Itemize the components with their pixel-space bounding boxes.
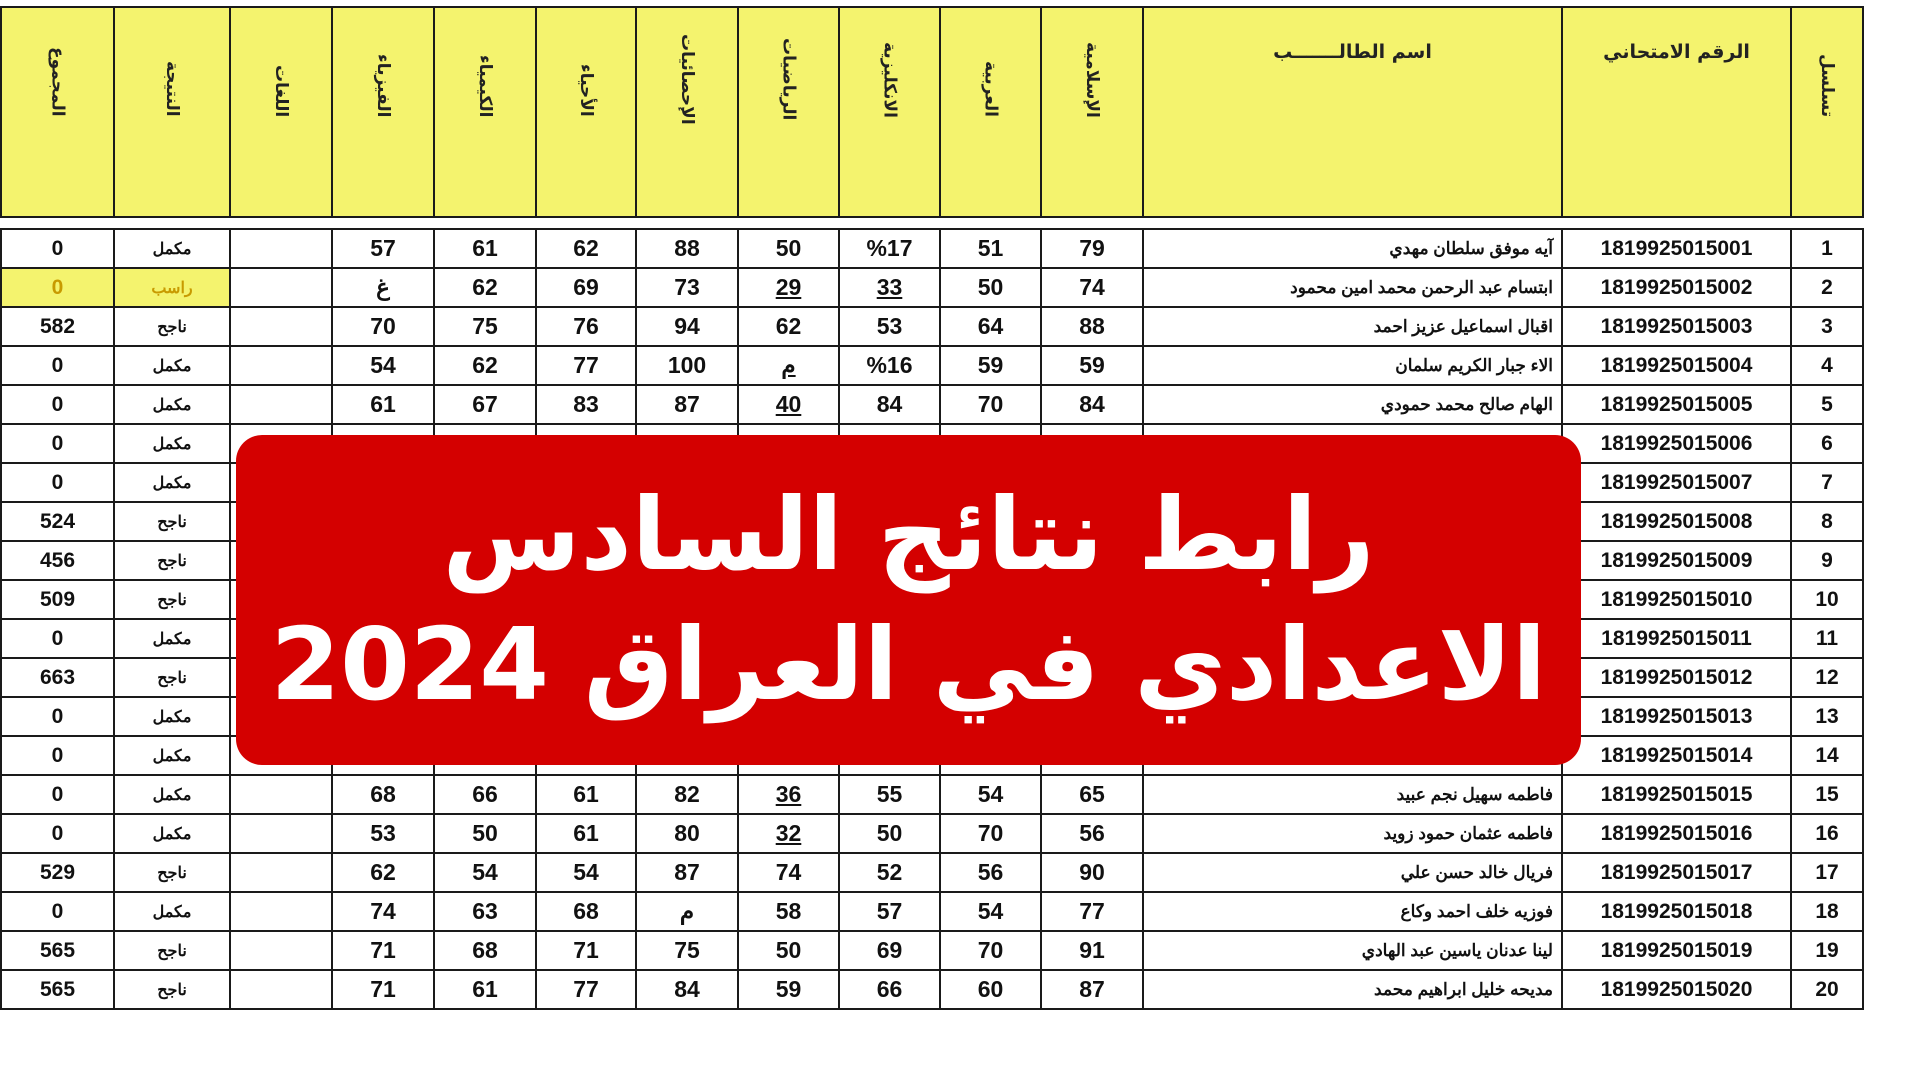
cell-exam-number: 1819925015006 [1562, 424, 1791, 463]
cell-biology: 54 [536, 853, 636, 892]
cell-total: 456 [1, 541, 114, 580]
cell-sequence: 9 [1791, 541, 1863, 580]
cell-sequence: 16 [1791, 814, 1863, 853]
table-row [1, 970, 1863, 1009]
cell-student-name: ابتسام عبد الرحمن محمد امين محمود [1143, 268, 1562, 307]
cell-result: ناجح [114, 580, 230, 619]
table-row [1, 307, 1863, 346]
cell-sequence: 12 [1791, 658, 1863, 697]
col-header-biology: الأحياء [536, 7, 636, 217]
header-row [1, 7, 1863, 217]
table-row [1, 853, 1863, 892]
cell-exam-number: 1819925015012 [1562, 658, 1791, 697]
cell-statistics: 87 [636, 853, 738, 892]
cell-statistics: 84 [636, 970, 738, 1009]
cell-sequence: 5 [1791, 385, 1863, 424]
cell-result: راسب [114, 268, 230, 307]
table-row [1, 775, 1863, 814]
cell-exam-number: 1819925015001 [1562, 229, 1791, 268]
cell-exam-number: 1819925015011 [1562, 619, 1791, 658]
headline-banner [236, 435, 1581, 765]
cell-exam-number: 1819925015009 [1562, 541, 1791, 580]
col-header-statistics: الإحصائيات [636, 7, 738, 217]
cell-arabic: 54 [940, 892, 1041, 931]
cell-total: 0 [1, 892, 114, 931]
col-header-arabic: العربية [940, 7, 1041, 217]
cell-math: 62 [738, 307, 839, 346]
cell-exam-number: 1819925015005 [1562, 385, 1791, 424]
cell-physics: 71 [332, 970, 434, 1009]
cell-total: 0 [1, 346, 114, 385]
cell-math: 32 [738, 814, 839, 853]
cell-biology: 77 [536, 346, 636, 385]
cell-result: مكمل [114, 814, 230, 853]
cell-total: 524 [1, 502, 114, 541]
cell-sequence: 15 [1791, 775, 1863, 814]
cell-chemistry: 68 [434, 931, 536, 970]
cell-exam-number: 1819925015007 [1562, 463, 1791, 502]
banner-line-1: رابط نتائج السادس [442, 476, 1375, 593]
cell-math: 40 [738, 385, 839, 424]
cell-physics: 68 [332, 775, 434, 814]
cell-exam-number: 1819925015002 [1562, 268, 1791, 307]
cell-statistics: 94 [636, 307, 738, 346]
cell-sequence: 20 [1791, 970, 1863, 1009]
cell-physics: 74 [332, 892, 434, 931]
cell-arabic: 70 [940, 814, 1041, 853]
cell-result: ناجح [114, 853, 230, 892]
cell-math: 36 [738, 775, 839, 814]
cell-result: مكمل [114, 619, 230, 658]
cell-chemistry: 54 [434, 853, 536, 892]
cell-exam-number: 1819925015020 [1562, 970, 1791, 1009]
cell-student-name: فاطمه سهيل نجم عبيد [1143, 775, 1562, 814]
cell-exam-number: 1819925015016 [1562, 814, 1791, 853]
col-header-exam-number: الرقم الامتحاني [1562, 7, 1791, 217]
table-row [1, 229, 1863, 268]
cell-chemistry: 67 [434, 385, 536, 424]
cell-math: 58 [738, 892, 839, 931]
cell-exam-number: 1819925015008 [1562, 502, 1791, 541]
cell-english: 53 [839, 307, 940, 346]
cell-result: مكمل [114, 775, 230, 814]
cell-sequence: 7 [1791, 463, 1863, 502]
cell-languages [230, 307, 332, 346]
cell-physics: 53 [332, 814, 434, 853]
cell-biology: 71 [536, 931, 636, 970]
cell-total: 0 [1, 229, 114, 268]
cell-student-name: فوزيه خلف احمد وكاع [1143, 892, 1562, 931]
col-header-languages: اللغات [230, 7, 332, 217]
cell-total: 0 [1, 424, 114, 463]
cell-statistics: 87 [636, 385, 738, 424]
cell-chemistry: 61 [434, 970, 536, 1009]
table-row [1, 814, 1863, 853]
cell-arabic: 60 [940, 970, 1041, 1009]
cell-arabic: 51 [940, 229, 1041, 268]
cell-statistics: 80 [636, 814, 738, 853]
cell-sequence: 3 [1791, 307, 1863, 346]
cell-physics: 61 [332, 385, 434, 424]
cell-student-name: اقبال اسماعيل عزيز احمد [1143, 307, 1562, 346]
col-header-name: اسم الطالـــــــب [1143, 7, 1562, 217]
cell-exam-number: 1819925015013 [1562, 697, 1791, 736]
cell-english: 84 [839, 385, 940, 424]
cell-statistics: 100 [636, 346, 738, 385]
cell-sequence: 19 [1791, 931, 1863, 970]
col-header-physics: الفيزياء [332, 7, 434, 217]
cell-languages [230, 814, 332, 853]
cell-result: مكمل [114, 697, 230, 736]
cell-chemistry: 61 [434, 229, 536, 268]
cell-languages [230, 892, 332, 931]
cell-result: ناجح [114, 307, 230, 346]
cell-chemistry: 50 [434, 814, 536, 853]
cell-result: مكمل [114, 229, 230, 268]
cell-english: 57 [839, 892, 940, 931]
cell-result: مكمل [114, 736, 230, 775]
cell-arabic: 54 [940, 775, 1041, 814]
cell-islamic: 87 [1041, 970, 1143, 1009]
cell-result: ناجح [114, 502, 230, 541]
cell-biology: 61 [536, 775, 636, 814]
cell-islamic: 56 [1041, 814, 1143, 853]
cell-physics: 70 [332, 307, 434, 346]
cell-sequence: 11 [1791, 619, 1863, 658]
cell-sequence: 17 [1791, 853, 1863, 892]
col-header-math: الرياضيات [738, 7, 839, 217]
cell-physics: 62 [332, 853, 434, 892]
header-gap [1, 217, 1863, 229]
cell-islamic: 65 [1041, 775, 1143, 814]
cell-total: 663 [1, 658, 114, 697]
cell-languages [230, 931, 332, 970]
cell-english: 69 [839, 931, 940, 970]
cell-chemistry: 62 [434, 268, 536, 307]
page-footer [0, 1060, 1860, 1080]
cell-biology: 69 [536, 268, 636, 307]
cell-statistics: 75 [636, 931, 738, 970]
cell-english: 55 [839, 775, 940, 814]
cell-sequence: 1 [1791, 229, 1863, 268]
cell-result: مكمل [114, 463, 230, 502]
cell-biology: 62 [536, 229, 636, 268]
cell-islamic: 91 [1041, 931, 1143, 970]
cell-result: مكمل [114, 892, 230, 931]
cell-arabic: 59 [940, 346, 1041, 385]
cell-sequence: 14 [1791, 736, 1863, 775]
cell-sequence: 18 [1791, 892, 1863, 931]
cell-sequence: 8 [1791, 502, 1863, 541]
cell-exam-number: 1819925015003 [1562, 307, 1791, 346]
cell-result: ناجح [114, 931, 230, 970]
cell-chemistry: 63 [434, 892, 536, 931]
cell-islamic: 90 [1041, 853, 1143, 892]
cell-sequence: 2 [1791, 268, 1863, 307]
cell-total: 529 [1, 853, 114, 892]
cell-english: %17 [839, 229, 940, 268]
cell-math: 50 [738, 931, 839, 970]
cell-statistics: 88 [636, 229, 738, 268]
col-header-chemistry: الكيمياء [434, 7, 536, 217]
cell-statistics: م [636, 892, 738, 931]
col-header-total: المجموع [1, 7, 114, 217]
cell-result: ناجح [114, 970, 230, 1009]
cell-student-name: مديحه خليل ابراهيم محمد [1143, 970, 1562, 1009]
cell-english: %16 [839, 346, 940, 385]
cell-total: 0 [1, 619, 114, 658]
cell-sequence: 10 [1791, 580, 1863, 619]
cell-chemistry: 62 [434, 346, 536, 385]
cell-math: 50 [738, 229, 839, 268]
cell-math: م [738, 346, 839, 385]
cell-exam-number: 1819925015010 [1562, 580, 1791, 619]
cell-total: 509 [1, 580, 114, 619]
cell-total: 565 [1, 931, 114, 970]
cell-physics: 57 [332, 229, 434, 268]
cell-languages [230, 853, 332, 892]
cell-biology: 76 [536, 307, 636, 346]
cell-student-name: آيه موفق سلطان مهدي [1143, 229, 1562, 268]
cell-arabic: 64 [940, 307, 1041, 346]
cell-math: 59 [738, 970, 839, 1009]
cell-exam-number: 1819925015015 [1562, 775, 1791, 814]
cell-exam-number: 1819925015018 [1562, 892, 1791, 931]
cell-total: 0 [1, 736, 114, 775]
cell-statistics: 82 [636, 775, 738, 814]
cell-english: 50 [839, 814, 940, 853]
cell-total: 0 [1, 463, 114, 502]
cell-total: 565 [1, 970, 114, 1009]
cell-arabic: 70 [940, 385, 1041, 424]
cell-student-name: لينا عدنان ياسين عبد الهادي [1143, 931, 1562, 970]
cell-languages [230, 229, 332, 268]
cell-islamic: 77 [1041, 892, 1143, 931]
cell-total: 0 [1, 697, 114, 736]
cell-arabic: 56 [940, 853, 1041, 892]
cell-result: مكمل [114, 385, 230, 424]
cell-statistics: 73 [636, 268, 738, 307]
cell-sequence: 4 [1791, 346, 1863, 385]
cell-islamic: 59 [1041, 346, 1143, 385]
cell-languages [230, 385, 332, 424]
cell-islamic: 74 [1041, 268, 1143, 307]
table-row [1, 892, 1863, 931]
cell-total: 582 [1, 307, 114, 346]
cell-english: 52 [839, 853, 940, 892]
cell-result: ناجح [114, 658, 230, 697]
cell-total: 0 [1, 775, 114, 814]
table-row [1, 268, 1863, 307]
table-row [1, 346, 1863, 385]
cell-physics: 71 [332, 931, 434, 970]
cell-english: 33 [839, 268, 940, 307]
banner-line-2: الاعدادي في العراق 2024 [270, 606, 1547, 723]
col-header-islamic: الإسلامية [1041, 7, 1143, 217]
cell-arabic: 70 [940, 931, 1041, 970]
cell-student-name: الهام صالح محمد حمودي [1143, 385, 1562, 424]
cell-exam-number: 1819925015017 [1562, 853, 1791, 892]
cell-islamic: 79 [1041, 229, 1143, 268]
cell-student-name: فريال خالد حسن علي [1143, 853, 1562, 892]
cell-chemistry: 66 [434, 775, 536, 814]
cell-biology: 83 [536, 385, 636, 424]
cell-exam-number: 1819925015014 [1562, 736, 1791, 775]
table-row [1, 385, 1863, 424]
cell-arabic: 50 [940, 268, 1041, 307]
cell-total: 0 [1, 814, 114, 853]
cell-total: 0 [1, 385, 114, 424]
col-header-english: الانكليزية [839, 7, 940, 217]
table-row [1, 931, 1863, 970]
cell-result: مكمل [114, 346, 230, 385]
cell-total: 0 [1, 268, 114, 307]
cell-biology: 77 [536, 970, 636, 1009]
cell-result: مكمل [114, 424, 230, 463]
cell-result: ناجح [114, 541, 230, 580]
cell-student-name: الاء جبار الكريم سلمان [1143, 346, 1562, 385]
cell-exam-number: 1819925015019 [1562, 931, 1791, 970]
cell-biology: 61 [536, 814, 636, 853]
cell-math: 74 [738, 853, 839, 892]
cell-islamic: 84 [1041, 385, 1143, 424]
cell-languages [230, 775, 332, 814]
col-header-result: النتيجة [114, 7, 230, 217]
cell-physics: غ [332, 268, 434, 307]
cell-math: 29 [738, 268, 839, 307]
cell-islamic: 88 [1041, 307, 1143, 346]
cell-languages [230, 970, 332, 1009]
cell-physics: 54 [332, 346, 434, 385]
cell-sequence: 13 [1791, 697, 1863, 736]
cell-english: 66 [839, 970, 940, 1009]
cell-chemistry: 75 [434, 307, 536, 346]
cell-languages [230, 268, 332, 307]
cell-student-name: فاطمه عثمان حمود زويد [1143, 814, 1562, 853]
cell-languages [230, 346, 332, 385]
cell-biology: 68 [536, 892, 636, 931]
col-header-sequence: تسلسل [1791, 7, 1863, 217]
cell-sequence: 6 [1791, 424, 1863, 463]
cell-exam-number: 1819925015004 [1562, 346, 1791, 385]
